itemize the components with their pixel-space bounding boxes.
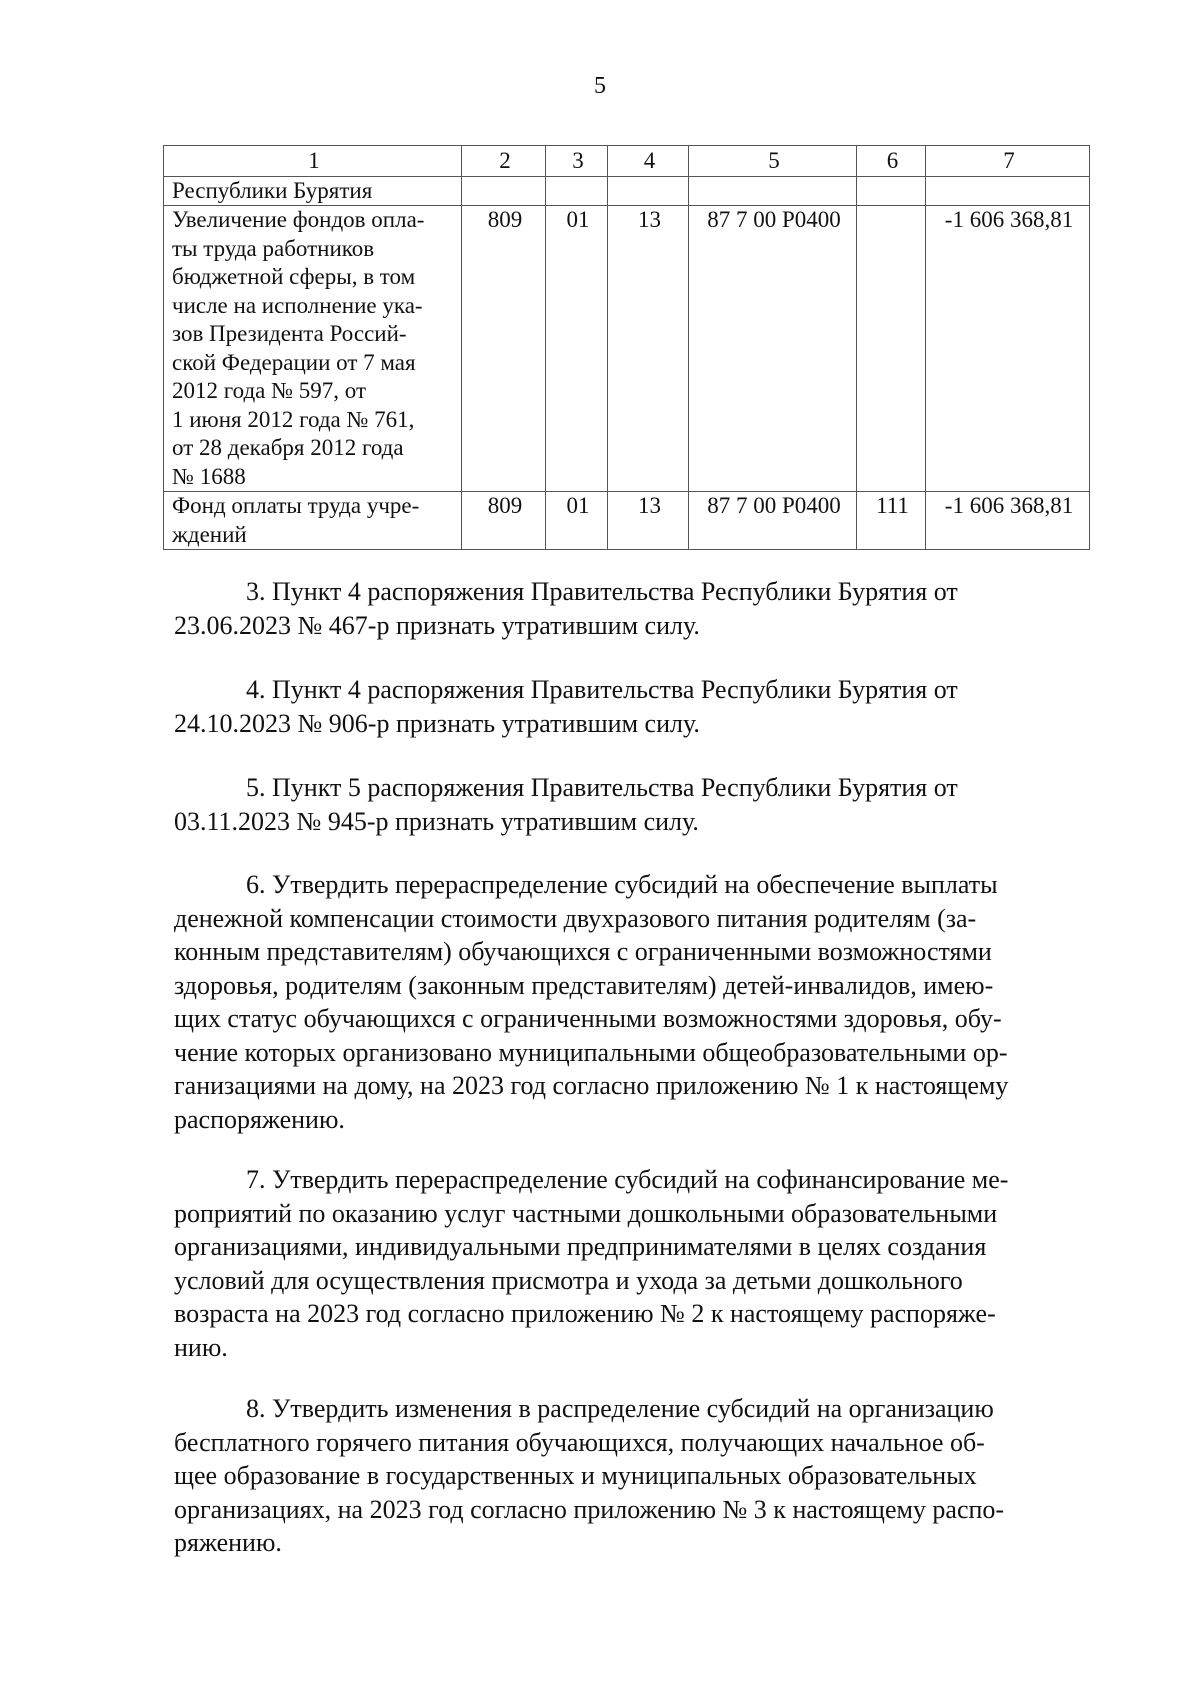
table-header-row	[164, 146, 1090, 177]
paragraph-7	[174, 1163, 1089, 1364]
table-cell	[926, 176, 1090, 206]
table-cell: 87 7 00 P0400	[689, 206, 857, 492]
table-cell: 809	[462, 492, 546, 550]
table-row	[164, 206, 1090, 492]
paragraph-text: 6. Утвердить перераспределение субсидий на обеспечение выплаты	[246, 870, 998, 899]
paragraph-line: конным представителям) обучающихся с ограниченными возможностями	[174, 937, 992, 966]
paragraph-4	[174, 673, 1089, 740]
paragraph-line: ганизациями на дому, на 2023 год согласно приложению № 1 к настоящему	[174, 1071, 1009, 1100]
header-cell: 1	[164, 146, 462, 177]
paragraph-line: нию.	[174, 1332, 228, 1362]
paragraph-line: бесплатного горячего питания обучающихся, получающих начальное об-	[174, 1427, 985, 1457]
paragraph-line: условий для осуществления присмотра и ухода за детьми дошкольного	[174, 1265, 963, 1295]
paragraph-line: организациях, на 2023 год согласно приложению № 3 к настоящему распо-	[174, 1494, 1005, 1524]
paragraph-line: щее образование в государственных и муниципальных образовательных	[174, 1461, 977, 1490]
row-name-cell	[164, 176, 462, 206]
paragraph-line: 03.11.2023 № 945-р признать утратившим силу.	[174, 806, 699, 836]
table-cell	[462, 176, 546, 206]
row-name-line: от 28 декабря 2012 года	[172, 435, 404, 460]
table-cell: 111	[857, 492, 926, 550]
table-cell	[608, 176, 689, 206]
paragraph-line: 23.06.2023 № 467-р признать утратившим силу.	[174, 610, 700, 640]
table-cell	[857, 206, 926, 492]
table-cell	[546, 176, 608, 206]
paragraph-text: 3. Пункт 4 распоряжения Правительства Республики Бурятия от	[246, 577, 958, 606]
header-cell: 4	[608, 146, 689, 177]
row-name-line: Республики Бурятия	[172, 177, 373, 203]
paragraph-5	[174, 771, 1089, 838]
header-cell: 6	[857, 146, 926, 177]
row-name-line: зов Президента Россий-	[172, 321, 407, 346]
paragraph-line: 24.10.2023 № 906-р признать утратившим силу.	[174, 708, 700, 738]
row-name-line: Увеличение фондов опла-	[172, 207, 425, 232]
row-name-line: 2012 года № 597, от	[172, 378, 367, 403]
paragraph-line: чение которых организовано муниципальными общеобразовательными ор-	[174, 1037, 1008, 1067]
table-cell: 87 7 00 P0400	[689, 492, 857, 550]
row-name-line: Фонд оплаты труда учре-	[172, 493, 420, 518]
paragraph-6	[174, 868, 1089, 1136]
page-number: 5	[594, 73, 606, 99]
paragraph-line: здоровья, родителям (законным представителям) детей-инвалидов, имею-	[174, 970, 994, 1000]
table-cell: -1 606 368,81	[926, 492, 1090, 550]
table-cell: 809	[462, 206, 546, 492]
row-name-line: № 1688	[172, 463, 246, 489]
header-cell: 3	[546, 146, 608, 177]
paragraph-line: денежной компенсации стоимости двухразового питания родителям (за-	[174, 903, 977, 933]
paragraph-line: ряжению.	[174, 1528, 282, 1557]
table-cell: 01	[546, 492, 608, 550]
row-name-line: 1 июня 2012 года № 761,	[172, 406, 415, 432]
paragraph-text: 8. Утвердить изменения в распределение субсидий на организацию	[246, 1394, 994, 1423]
paragraph-line: возраста на 2023 год согласно приложению № 2 к настоящему распоряже-	[174, 1299, 996, 1328]
row-name-line: бюджетной сферы, в том	[172, 264, 416, 289]
header-cell: 7	[926, 146, 1090, 177]
paragraph-line: роприятий по оказанию услуг частными дошкольными образовательными	[174, 1198, 998, 1228]
paragraph-3	[174, 575, 1089, 642]
table-row	[164, 492, 1090, 550]
table-cell: 13	[608, 492, 689, 550]
paragraph-text: 5. Пункт 5 распоряжения Правительства Республики Бурятия от	[246, 773, 958, 802]
table-cell	[857, 176, 926, 206]
table-cell	[689, 176, 857, 206]
paragraph-text: 4. Пункт 4 распоряжения Правительства Республики Бурятия от	[246, 675, 958, 704]
row-name-cell	[164, 492, 462, 550]
header-cell: 2	[462, 146, 546, 177]
table-cell: -1 606 368,81	[926, 206, 1090, 492]
table-cell: 01	[546, 206, 608, 492]
table-row	[164, 176, 1090, 206]
row-name-line: ты труда работников	[172, 235, 375, 261]
table-cell: 13	[608, 206, 689, 492]
row-name-cell	[164, 206, 462, 492]
row-name-line: ской Федерации от 7 мая	[172, 349, 416, 375]
budget-table	[163, 145, 1090, 550]
row-name-line: ждений	[172, 521, 247, 547]
paragraph-line: организациями, индивидуальными предпринимателями в целях создания	[174, 1232, 987, 1261]
paragraph-8	[174, 1392, 1089, 1560]
paragraph-line: щих статус обучающихся с ограниченными возможностями здоровья, обу-	[174, 1004, 1002, 1033]
header-cell: 5	[689, 146, 857, 177]
paragraph-line: распоряжению.	[174, 1104, 345, 1134]
row-name-line: числе на исполнение ука-	[172, 292, 423, 318]
paragraph-text: 7. Утвердить перераспределение субсидий на софинансирование ме-	[246, 1165, 1009, 1194]
